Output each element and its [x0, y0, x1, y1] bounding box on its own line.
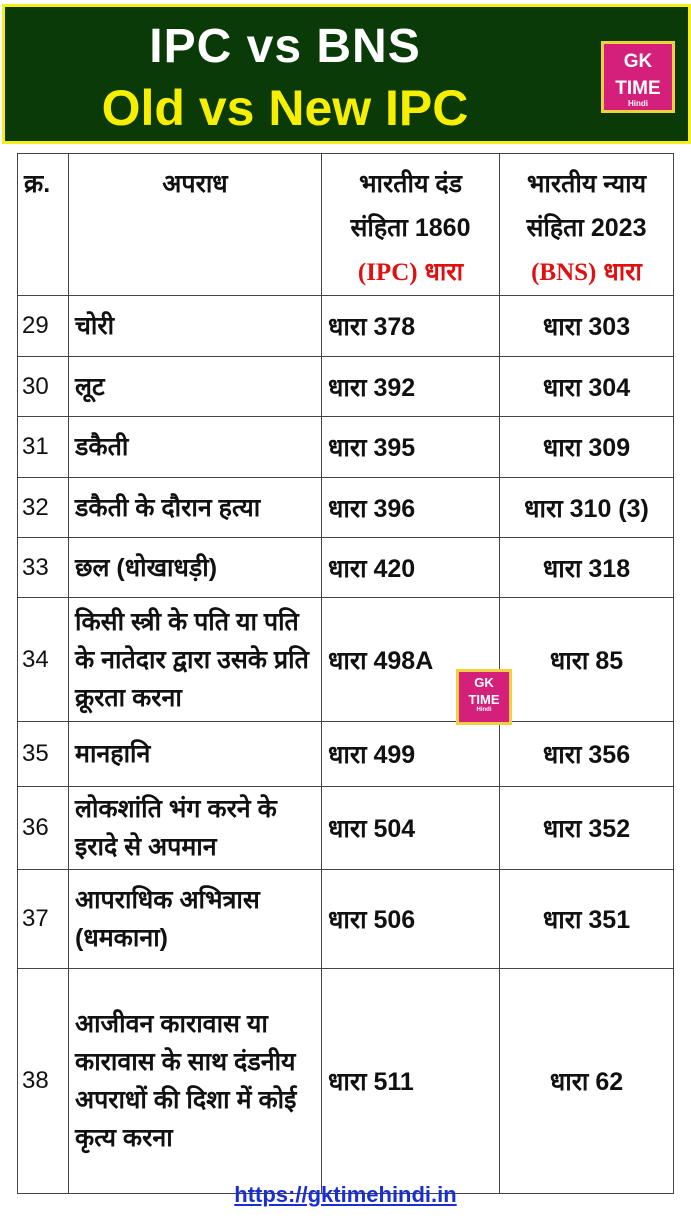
- table-header-row: [18, 154, 674, 296]
- table-row: [18, 417, 674, 478]
- header-bns-line1: भारतीय न्याय: [526, 170, 647, 198]
- header-bns: [500, 154, 674, 296]
- header-ipc-dhara: धारा: [424, 258, 464, 286]
- row-number: 35: [18, 722, 69, 787]
- crime-cell: लोकशांति भंग करने के इरादे से अपमान: [69, 787, 322, 870]
- header-bns-line2: संहिता 2023: [526, 214, 647, 242]
- ipc-section-cell: धारा 499: [322, 722, 500, 787]
- header-ipc-line1: भारतीय दंड: [358, 170, 463, 198]
- table-row: [18, 787, 674, 870]
- table-row: [18, 538, 674, 598]
- banner-subtitle: Old vs New IPC: [101, 80, 469, 136]
- bns-section-cell: धारा 356: [500, 722, 674, 787]
- row-number: 33: [18, 538, 69, 598]
- crime-cell: डकैती के दौरान हत्या: [69, 478, 322, 538]
- crime-cell: छल (धोखाधड़ी): [69, 538, 322, 598]
- crime-cell: किसी स्त्री के पति या पति के नातेदार द्वारा उसके प्रति क्रूरता करना: [69, 598, 322, 722]
- ipc-section-cell: धारा 498A: [322, 598, 500, 722]
- crime-cell: आजीवन कारावास या कारावास के साथ दंडनीय अपराधों की दिशा में कोई कृत्य करना: [69, 969, 322, 1194]
- header-ipc: [322, 154, 500, 296]
- row-number: 36: [18, 787, 69, 870]
- table-row: [18, 296, 674, 357]
- gk-time-watermark-logo: [456, 669, 512, 725]
- crime-cell: मानहानि: [69, 722, 322, 787]
- header-crime: अपराध: [69, 154, 322, 296]
- logo-line2: TIME: [615, 78, 661, 99]
- header-bns-dhara: धारा: [603, 258, 642, 286]
- ipc-section-cell: धारा 378: [322, 296, 500, 357]
- ipc-section-cell: धारा 420: [322, 538, 500, 598]
- table-row: [18, 598, 674, 722]
- crime-cell: लूट: [69, 357, 322, 417]
- table-row: [18, 722, 674, 787]
- banner-title: IPC vs BNS: [149, 20, 421, 73]
- bns-section-cell: धारा 318: [500, 538, 674, 598]
- header-ipc-line2: संहिता 1860: [350, 214, 471, 242]
- row-number: 37: [18, 870, 69, 969]
- row-number: 29: [18, 296, 69, 357]
- row-number: 34: [18, 598, 69, 722]
- ipc-section-cell: धारा 392: [322, 357, 500, 417]
- row-number: 30: [18, 357, 69, 417]
- gk-time-logo: [601, 41, 675, 113]
- table-row: [18, 969, 674, 1194]
- header-bns-code: (BNS): [531, 259, 597, 286]
- table-row: [18, 357, 674, 417]
- ipc-bns-table: [17, 153, 674, 1194]
- bns-section-cell: धारा 351: [500, 870, 674, 969]
- ipc-section-cell: धारा 504: [322, 787, 500, 870]
- ipc-section-cell: धारा 506: [322, 870, 500, 969]
- row-number: 31: [18, 417, 69, 478]
- ipc-section-cell: धारा 511: [322, 969, 500, 1194]
- table-row: [18, 478, 674, 538]
- bns-section-cell: धारा 62: [500, 969, 674, 1194]
- bns-section-cell: धारा 352: [500, 787, 674, 870]
- ipc-section-cell: धारा 395: [322, 417, 500, 478]
- row-number: 38: [18, 969, 69, 1194]
- title-banner: [2, 4, 691, 144]
- header-ipc-code: (IPC): [357, 259, 418, 286]
- header-sno: क्र.: [18, 154, 69, 296]
- row-number: 32: [18, 478, 69, 538]
- logo-line1: GK: [474, 675, 494, 690]
- crime-cell: आपराधिक अभित्रास (धमकाना): [69, 870, 322, 969]
- website-link[interactable]: https://gktimehindi.in: [234, 1182, 457, 1207]
- bns-section-cell: धारा 85: [500, 598, 674, 722]
- crime-cell: चोरी: [69, 296, 322, 357]
- ipc-section-cell: धारा 396: [322, 478, 500, 538]
- bns-section-cell: धारा 304: [500, 357, 674, 417]
- bns-section-cell: धारा 309: [500, 417, 674, 478]
- logo-line3: Hindi: [628, 99, 648, 108]
- logo-line3: Hindi: [476, 707, 492, 713]
- bns-section-cell: धारा 303: [500, 296, 674, 357]
- bns-section-cell: धारा 310 (3): [500, 478, 674, 538]
- logo-line2: TIME: [468, 692, 500, 707]
- crime-cell: डकैती: [69, 417, 322, 478]
- table-row: [18, 870, 674, 969]
- logo-line1: GK: [623, 51, 653, 72]
